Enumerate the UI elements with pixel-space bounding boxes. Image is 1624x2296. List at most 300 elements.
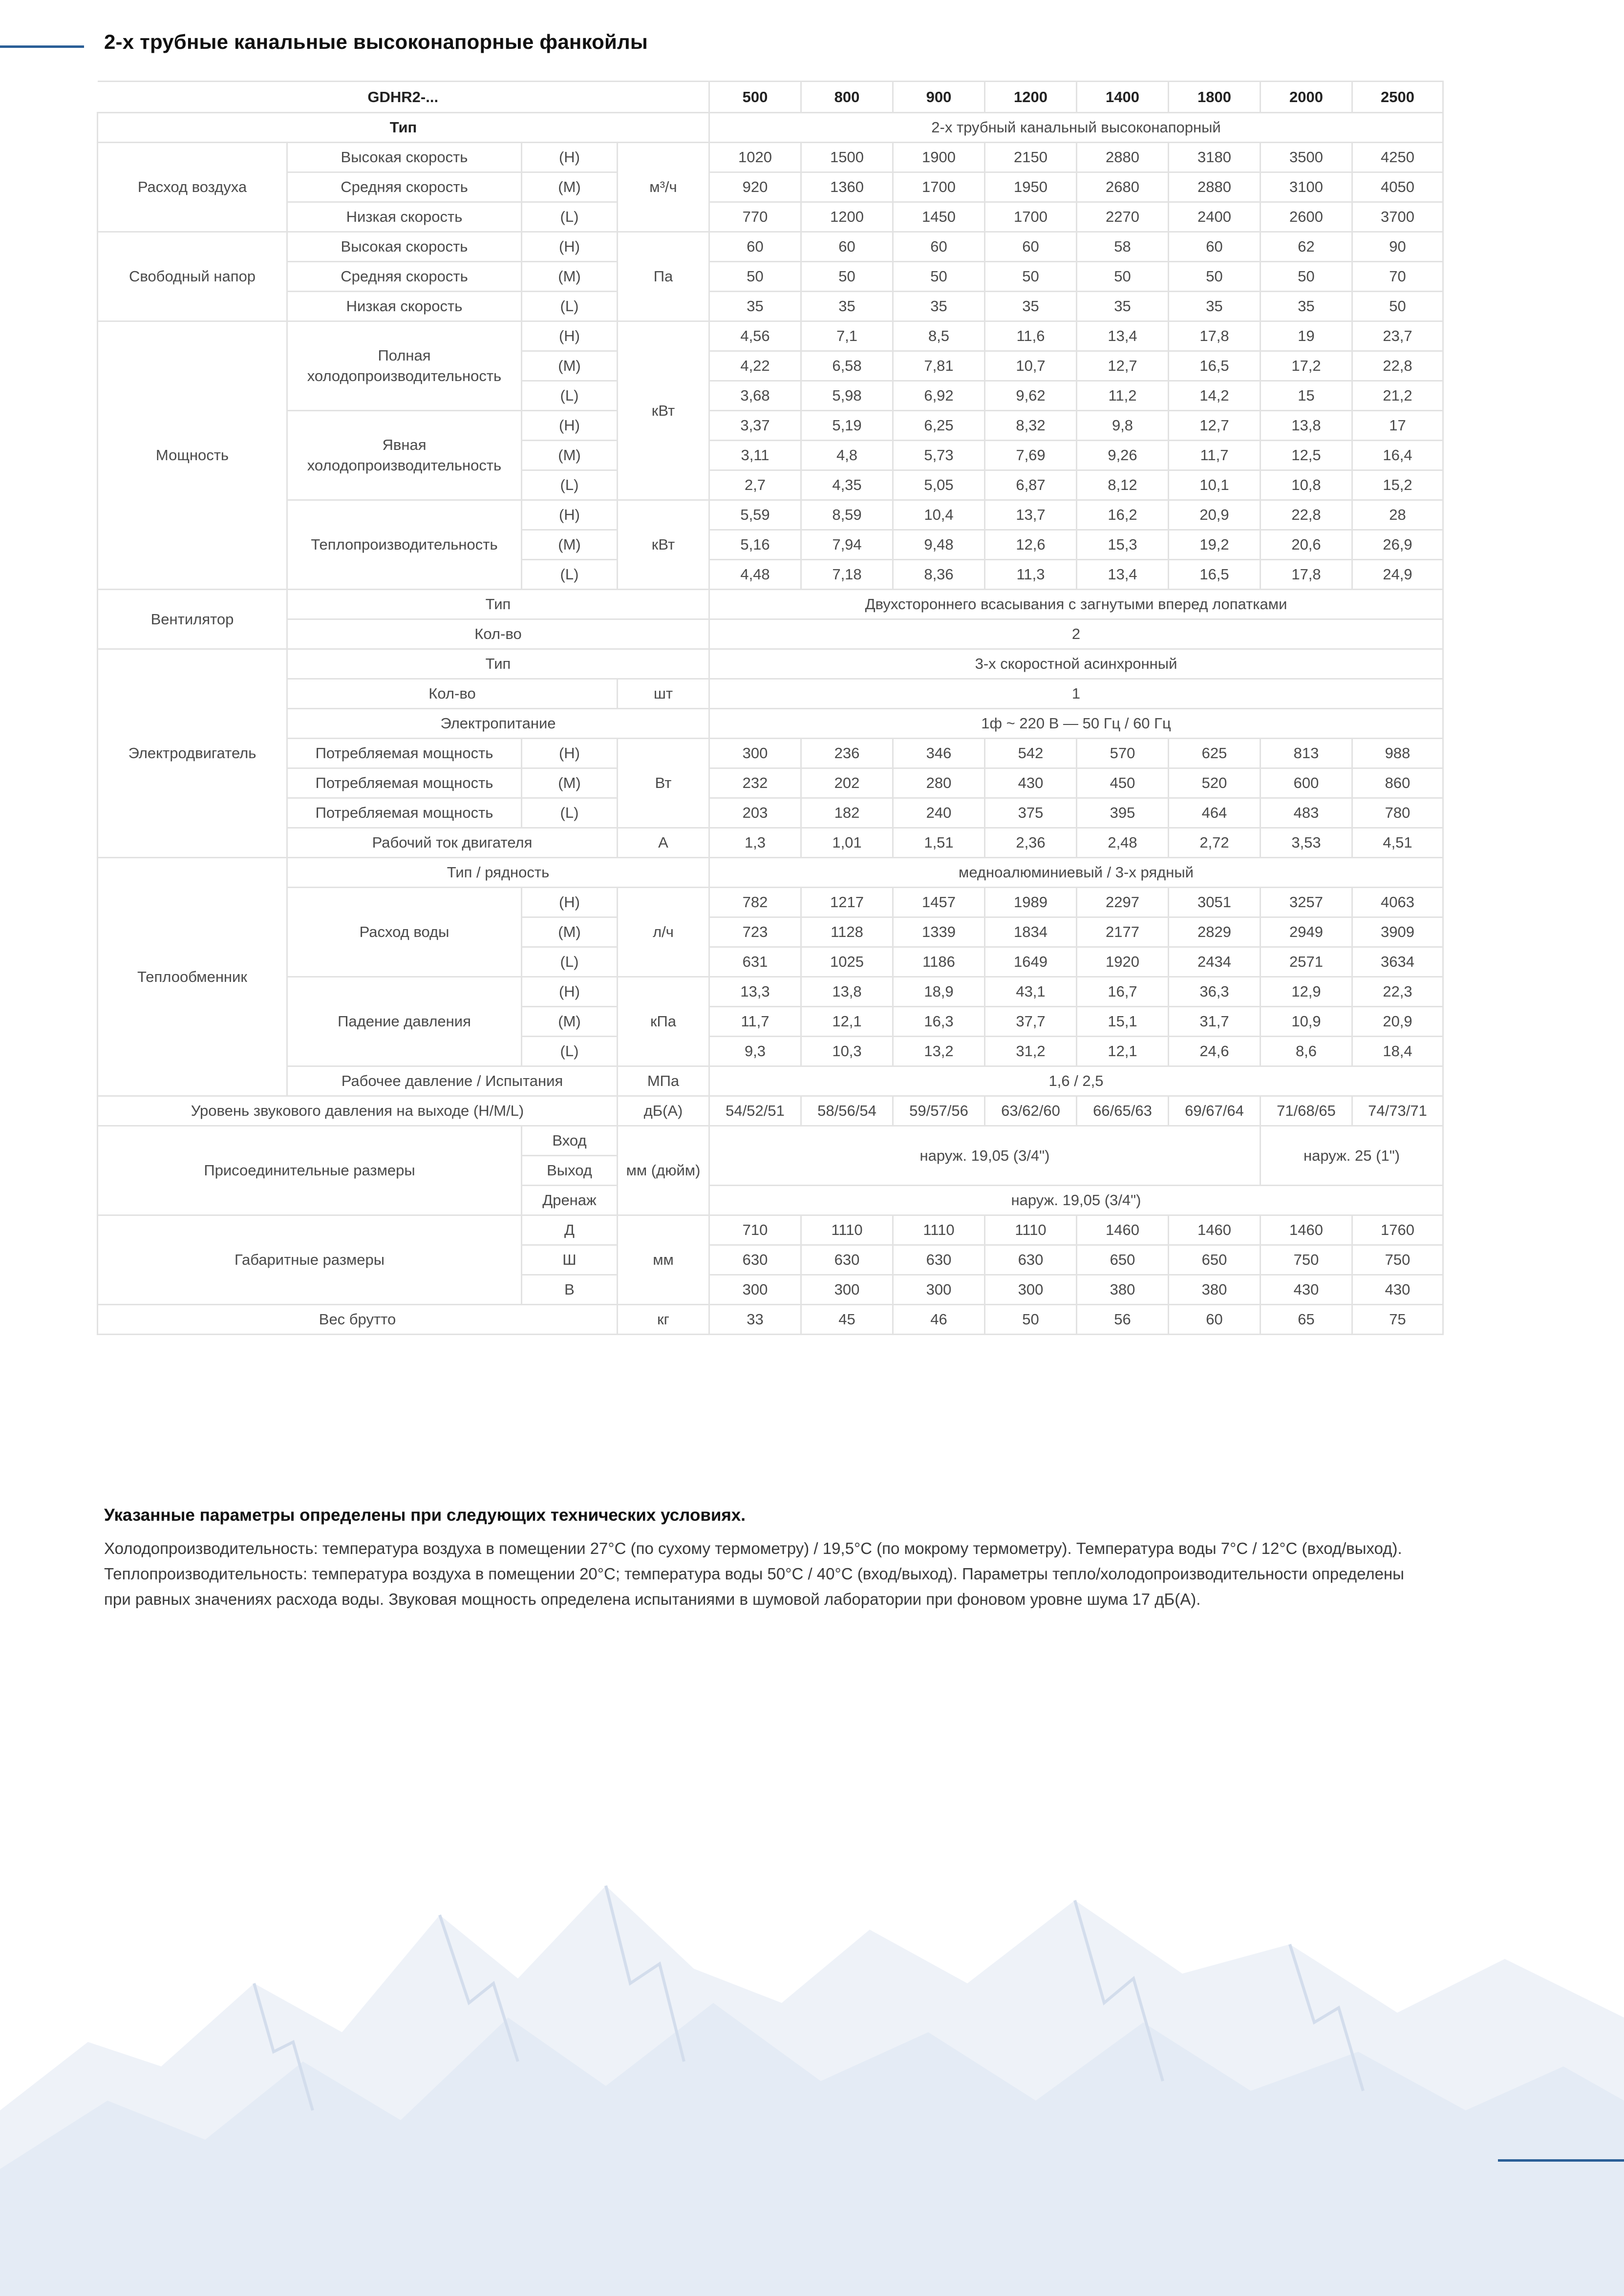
static-pressure-unit: Па: [618, 232, 709, 321]
sensible-cooling-label: Явная холодопроизводительность: [287, 411, 522, 500]
table-row: [98, 82, 1443, 113]
value-cell: 12,7: [1077, 351, 1169, 381]
value-cell: 9,3: [709, 1037, 801, 1066]
value-cell: 22,3: [1352, 977, 1443, 1007]
value-cell: 60: [801, 232, 893, 262]
value-cell: 16,4: [1352, 441, 1443, 470]
value-cell: 4,51: [1352, 828, 1443, 858]
table-row: [98, 649, 1443, 679]
value-cell: 12,6: [985, 530, 1077, 560]
motor-current-label: Рабочий ток двигателя: [287, 828, 618, 858]
value-cell: 750: [1352, 1245, 1443, 1275]
inout-value-small: наруж. 19,05 (3/4"): [709, 1126, 1261, 1186]
pressure-drop-label: Падение давления: [287, 977, 522, 1066]
value-cell: 9,62: [985, 381, 1077, 411]
value-cell: 920: [709, 172, 801, 202]
value-cell: 33: [709, 1305, 801, 1335]
speed-code: (M): [522, 441, 618, 470]
speed-code: (M): [522, 768, 618, 798]
value-cell: 50: [1169, 262, 1261, 292]
spec-body: [98, 82, 1443, 1335]
type-label: Тип: [98, 113, 709, 143]
value-cell: 3100: [1261, 172, 1352, 202]
value-cell: 182: [801, 798, 893, 828]
value-cell: 50: [1077, 262, 1169, 292]
table-row: [98, 679, 1443, 709]
value-cell: 1834: [985, 917, 1077, 947]
table-row: [98, 798, 1443, 828]
value-cell: 483: [1261, 798, 1352, 828]
value-cell: 1989: [985, 888, 1077, 917]
value-cell: 300: [985, 1275, 1077, 1305]
value-cell: 630: [801, 1245, 893, 1275]
value-cell: 1,3: [709, 828, 801, 858]
value-cell: 8,32: [985, 411, 1077, 441]
value-cell: 2880: [1169, 172, 1261, 202]
value-cell: 3,53: [1261, 828, 1352, 858]
value-cell: 31,2: [985, 1037, 1077, 1066]
value-cell: 9,8: [1077, 411, 1169, 441]
value-cell: 236: [801, 739, 893, 768]
model-header-cell: 2000: [1261, 82, 1352, 113]
value-cell: 13,3: [709, 977, 801, 1007]
table-row: [98, 262, 1443, 292]
value-cell: 631: [709, 947, 801, 977]
air-flow-label: Расход воздуха: [98, 143, 287, 232]
speed-code: (L): [522, 381, 618, 411]
value-cell: 20,9: [1352, 1007, 1443, 1037]
value-cell: 202: [801, 768, 893, 798]
notes-body: Холодопроизводительность: температура воздуха в помещении 27°С (по сухому термометру) / 19,5°С (по мокрому термометру). Температура воды 7°С / 12°С (вход/выход). Теплопроизводительность: температура воздуха в помещении 20°С; температура воды 50°С / 40°С (вход/выход). Параметры тепло/холодопроизводительности определены при равных значениях расхода воды. Звуковая мощность определена испытаниями в шумовой лаборатории при фоновом уровне шума 17 дБ(А).: [104, 1539, 1404, 1608]
value-cell: 2,72: [1169, 828, 1261, 858]
speed-label: Высокая скорость: [287, 143, 522, 172]
cooling-unit: кВт: [618, 321, 709, 500]
value-cell: 5,05: [893, 470, 985, 500]
value-cell: 74/73/71: [1352, 1096, 1443, 1126]
value-cell: 630: [893, 1245, 985, 1275]
value-cell: 860: [1352, 768, 1443, 798]
value-cell: 46: [893, 1305, 985, 1335]
value-cell: 988: [1352, 739, 1443, 768]
value-cell: 4,8: [801, 441, 893, 470]
speed-code: (L): [522, 292, 618, 321]
value-cell: 19,2: [1169, 530, 1261, 560]
value-cell: 60: [1169, 1305, 1261, 1335]
value-cell: 5,98: [801, 381, 893, 411]
value-cell: 280: [893, 768, 985, 798]
speed-label: Средняя скорость: [287, 262, 522, 292]
speed-code: (M): [522, 172, 618, 202]
value-cell: 782: [709, 888, 801, 917]
value-cell: 66/65/63: [1077, 1096, 1169, 1126]
dimensions-label: Габаритные размеры: [98, 1215, 522, 1305]
value-cell: 15,2: [1352, 470, 1443, 500]
table-row: [98, 1126, 1443, 1156]
value-cell: 12,1: [801, 1007, 893, 1037]
water-flow-unit: л/ч: [618, 888, 709, 977]
inlet-label: Вход: [522, 1126, 618, 1156]
table-row: [98, 768, 1443, 798]
value-cell: 1457: [893, 888, 985, 917]
table-row: [98, 321, 1443, 351]
value-cell: 380: [1077, 1275, 1169, 1305]
value-cell: 13,8: [1261, 411, 1352, 441]
value-cell: 63/62/60: [985, 1096, 1077, 1126]
value-cell: 813: [1261, 739, 1352, 768]
working-pressure-unit: МПа: [618, 1066, 709, 1096]
mountain-background-illustration: [0, 1856, 1624, 2296]
heating-label: Теплопроизводительность: [287, 500, 522, 590]
value-cell: 7,18: [801, 560, 893, 590]
value-cell: 10,8: [1261, 470, 1352, 500]
table-row: [98, 172, 1443, 202]
value-cell: 1500: [801, 143, 893, 172]
value-cell: 430: [1352, 1275, 1443, 1305]
dimensions-unit: мм: [618, 1215, 709, 1305]
speed-code: (H): [522, 321, 618, 351]
value-cell: 1649: [985, 947, 1077, 977]
value-cell: 3634: [1352, 947, 1443, 977]
value-cell: 12,9: [1261, 977, 1352, 1007]
speed-code: (L): [522, 202, 618, 232]
value-cell: 50: [985, 1305, 1077, 1335]
value-cell: 13,7: [985, 500, 1077, 530]
table-row: [98, 113, 1443, 143]
value-cell: 18,9: [893, 977, 985, 1007]
value-cell: 12,1: [1077, 1037, 1169, 1066]
value-cell: 7,69: [985, 441, 1077, 470]
value-cell: 1025: [801, 947, 893, 977]
value-cell: 395: [1077, 798, 1169, 828]
value-cell: 3,68: [709, 381, 801, 411]
value-cell: 4,56: [709, 321, 801, 351]
static-pressure-label: Свободный напор: [98, 232, 287, 321]
value-cell: 56: [1077, 1305, 1169, 1335]
notes-section: [104, 1506, 1423, 1612]
value-cell: 9,48: [893, 530, 985, 560]
motor-current-unit: А: [618, 828, 709, 858]
value-cell: 4,35: [801, 470, 893, 500]
value-cell: 1110: [801, 1215, 893, 1245]
motor-qty-label: Кол-во: [287, 679, 618, 709]
value-cell: 1186: [893, 947, 985, 977]
model-header-cell: 800: [801, 82, 893, 113]
value-cell: 75: [1352, 1305, 1443, 1335]
value-cell: 71/68/65: [1261, 1096, 1352, 1126]
value-cell: 16,5: [1169, 351, 1261, 381]
value-cell: 11,3: [985, 560, 1077, 590]
value-cell: 50: [1352, 292, 1443, 321]
table-row: [98, 709, 1443, 739]
value-cell: 8,5: [893, 321, 985, 351]
value-cell: 65: [1261, 1305, 1352, 1335]
value-cell: 28: [1352, 500, 1443, 530]
speed-code: (L): [522, 560, 618, 590]
value-cell: 10,1: [1169, 470, 1261, 500]
value-cell: 2949: [1261, 917, 1352, 947]
value-cell: 2,36: [985, 828, 1077, 858]
table-row: [98, 411, 1443, 441]
speed-code: (H): [522, 739, 618, 768]
value-cell: 26,9: [1352, 530, 1443, 560]
drain-label: Дренаж: [522, 1186, 618, 1215]
value-cell: 10,4: [893, 500, 985, 530]
value-cell: 520: [1169, 768, 1261, 798]
connections-unit: мм (дюйм): [618, 1126, 709, 1215]
value-cell: 1760: [1352, 1215, 1443, 1245]
value-cell: 300: [801, 1275, 893, 1305]
value-cell: 35: [709, 292, 801, 321]
speed-code: (H): [522, 143, 618, 172]
value-cell: 2434: [1169, 947, 1261, 977]
value-cell: 7,81: [893, 351, 985, 381]
hex-type-value: медноалюминиевый / 3-х рядный: [709, 858, 1443, 888]
power-unit: Вт: [618, 739, 709, 828]
type-value: 2-х трубный канальный высоконапорный: [709, 113, 1443, 143]
value-cell: 710: [709, 1215, 801, 1245]
value-cell: 346: [893, 739, 985, 768]
value-cell: 1217: [801, 888, 893, 917]
value-cell: 35: [1169, 292, 1261, 321]
hex-type-label: Тип / рядность: [287, 858, 709, 888]
heating-unit: кВт: [618, 500, 709, 590]
value-cell: 60: [985, 232, 1077, 262]
value-cell: 3257: [1261, 888, 1352, 917]
value-cell: 450: [1077, 768, 1169, 798]
speed-label: Низкая скорость: [287, 292, 522, 321]
value-cell: 50: [893, 262, 985, 292]
value-cell: 8,12: [1077, 470, 1169, 500]
value-cell: 3700: [1352, 202, 1443, 232]
fan-qty-value: 2: [709, 619, 1443, 649]
water-flow-label: Расход воды: [287, 888, 522, 977]
value-cell: 18,4: [1352, 1037, 1443, 1066]
value-cell: 625: [1169, 739, 1261, 768]
fan-type-label: Тип: [287, 590, 709, 619]
value-cell: 13,8: [801, 977, 893, 1007]
value-cell: 1900: [893, 143, 985, 172]
page-title: 2-х трубные канальные высоконапорные фанкойлы: [104, 30, 648, 53]
value-cell: 16,5: [1169, 560, 1261, 590]
value-cell: 35: [1077, 292, 1169, 321]
speed-code: (H): [522, 232, 618, 262]
working-pressure-label: Рабочее давление / Испытания: [287, 1066, 618, 1096]
value-cell: 36,3: [1169, 977, 1261, 1007]
value-cell: 70: [1352, 262, 1443, 292]
speed-code: (H): [522, 500, 618, 530]
value-cell: 17,2: [1261, 351, 1352, 381]
value-cell: 750: [1261, 1245, 1352, 1275]
value-cell: 35: [985, 292, 1077, 321]
value-cell: 1700: [985, 202, 1077, 232]
value-cell: 6,87: [985, 470, 1077, 500]
power-input-label: Потребляемая мощность: [287, 739, 522, 768]
table-row: [98, 1215, 1443, 1245]
table-row: [98, 232, 1443, 262]
table-row: [98, 739, 1443, 768]
value-cell: 2,7: [709, 470, 801, 500]
value-cell: 15,1: [1077, 1007, 1169, 1037]
speed-code: (M): [522, 917, 618, 947]
value-cell: 15,3: [1077, 530, 1169, 560]
value-cell: 20,9: [1169, 500, 1261, 530]
noise-label: Уровень звукового давления на выходе (H/M/L): [98, 1096, 618, 1126]
value-cell: 8,36: [893, 560, 985, 590]
value-cell: 37,7: [985, 1007, 1077, 1037]
value-cell: 11,6: [985, 321, 1077, 351]
value-cell: 2600: [1261, 202, 1352, 232]
value-cell: 10,7: [985, 351, 1077, 381]
value-cell: 24,6: [1169, 1037, 1261, 1066]
table-row: [98, 619, 1443, 649]
value-cell: 4050: [1352, 172, 1443, 202]
value-cell: 2680: [1077, 172, 1169, 202]
working-pressure-value: 1,6 / 2,5: [709, 1066, 1443, 1096]
value-cell: 4063: [1352, 888, 1443, 917]
value-cell: 35: [893, 292, 985, 321]
value-cell: 2829: [1169, 917, 1261, 947]
value-cell: 723: [709, 917, 801, 947]
value-cell: 2,48: [1077, 828, 1169, 858]
motor-qty-value: 1: [709, 679, 1443, 709]
model-series-label: GDHR2-...: [98, 82, 709, 113]
speed-label: Средняя скорость: [287, 172, 522, 202]
value-cell: 2297: [1077, 888, 1169, 917]
value-cell: 3500: [1261, 143, 1352, 172]
dimension-code: Ш: [522, 1245, 618, 1275]
value-cell: 17: [1352, 411, 1443, 441]
speed-code: (L): [522, 1037, 618, 1066]
speed-code: (L): [522, 947, 618, 977]
value-cell: 3,37: [709, 411, 801, 441]
value-cell: 600: [1261, 768, 1352, 798]
fan-type-value: Двухстороннего всасывания с загнутыми вперед лопатками: [709, 590, 1443, 619]
value-cell: 5,73: [893, 441, 985, 470]
speed-code: (M): [522, 351, 618, 381]
speed-code: (H): [522, 411, 618, 441]
weight-unit: кг: [618, 1305, 709, 1335]
power-supply-value: 1ф ~ 220 В — 50 Гц / 60 Гц: [709, 709, 1443, 739]
value-cell: 11,2: [1077, 381, 1169, 411]
value-cell: 6,58: [801, 351, 893, 381]
connections-label: Присоединительные размеры: [98, 1126, 522, 1215]
value-cell: 8,6: [1261, 1037, 1352, 1066]
value-cell: 1360: [801, 172, 893, 202]
value-cell: 12,7: [1169, 411, 1261, 441]
value-cell: 4250: [1352, 143, 1443, 172]
value-cell: 203: [709, 798, 801, 828]
value-cell: 7,94: [801, 530, 893, 560]
table-row: [98, 858, 1443, 888]
value-cell: 16,2: [1077, 500, 1169, 530]
value-cell: 3180: [1169, 143, 1261, 172]
drain-value: наруж. 19,05 (3/4"): [709, 1186, 1443, 1215]
spec-table: [97, 81, 1444, 1335]
table-row: [98, 1066, 1443, 1096]
value-cell: 22,8: [1261, 500, 1352, 530]
value-cell: 13,4: [1077, 321, 1169, 351]
model-header-cell: 900: [893, 82, 985, 113]
value-cell: 1020: [709, 143, 801, 172]
value-cell: 2270: [1077, 202, 1169, 232]
value-cell: 300: [893, 1275, 985, 1305]
speed-label: Высокая скорость: [287, 232, 522, 262]
value-cell: 1460: [1077, 1215, 1169, 1245]
value-cell: 1920: [1077, 947, 1169, 977]
value-cell: 50: [801, 262, 893, 292]
model-header-cell: 2500: [1352, 82, 1443, 113]
value-cell: 1,51: [893, 828, 985, 858]
value-cell: 15: [1261, 381, 1352, 411]
value-cell: 13,4: [1077, 560, 1169, 590]
value-cell: 1460: [1261, 1215, 1352, 1245]
value-cell: 16,7: [1077, 977, 1169, 1007]
value-cell: 35: [801, 292, 893, 321]
value-cell: 1950: [985, 172, 1077, 202]
table-row: [98, 500, 1443, 530]
value-cell: 5,16: [709, 530, 801, 560]
capacity-label: Мощность: [98, 321, 287, 590]
value-cell: 232: [709, 768, 801, 798]
speed-code: (H): [522, 888, 618, 917]
value-cell: 50: [1261, 262, 1352, 292]
value-cell: 4,22: [709, 351, 801, 381]
value-cell: 19: [1261, 321, 1352, 351]
value-cell: 23,7: [1352, 321, 1443, 351]
speed-code: (H): [522, 977, 618, 1007]
value-cell: 16,3: [893, 1007, 985, 1037]
value-cell: 5,19: [801, 411, 893, 441]
outlet-label: Выход: [522, 1156, 618, 1186]
value-cell: 3051: [1169, 888, 1261, 917]
speed-code: (M): [522, 530, 618, 560]
fan-label: Вентилятор: [98, 590, 287, 649]
model-header-cell: 1800: [1169, 82, 1261, 113]
value-cell: 770: [709, 202, 801, 232]
value-cell: 1450: [893, 202, 985, 232]
motor-qty-unit: шт: [618, 679, 709, 709]
value-cell: 300: [709, 739, 801, 768]
value-cell: 6,92: [893, 381, 985, 411]
value-cell: 60: [709, 232, 801, 262]
value-cell: 7,1: [801, 321, 893, 351]
value-cell: 1200: [801, 202, 893, 232]
value-cell: 650: [1169, 1245, 1261, 1275]
value-cell: 54/52/51: [709, 1096, 801, 1126]
table-row: [98, 292, 1443, 321]
table-row: [98, 1096, 1443, 1126]
model-header-cell: 1200: [985, 82, 1077, 113]
value-cell: 21,2: [1352, 381, 1443, 411]
model-header-cell: 500: [709, 82, 801, 113]
value-cell: 8,59: [801, 500, 893, 530]
table-row: [98, 590, 1443, 619]
value-cell: 464: [1169, 798, 1261, 828]
value-cell: 3909: [1352, 917, 1443, 947]
value-cell: 570: [1077, 739, 1169, 768]
pressure-drop-unit: кПа: [618, 977, 709, 1066]
value-cell: 58/56/54: [801, 1096, 893, 1126]
table-row: [98, 977, 1443, 1007]
value-cell: 22,8: [1352, 351, 1443, 381]
value-cell: 17,8: [1169, 321, 1261, 351]
table-row: [98, 1305, 1443, 1335]
value-cell: 630: [709, 1245, 801, 1275]
value-cell: 90: [1352, 232, 1443, 262]
air-flow-unit: м³/ч: [618, 143, 709, 232]
value-cell: 630: [985, 1245, 1077, 1275]
value-cell: 12,5: [1261, 441, 1352, 470]
